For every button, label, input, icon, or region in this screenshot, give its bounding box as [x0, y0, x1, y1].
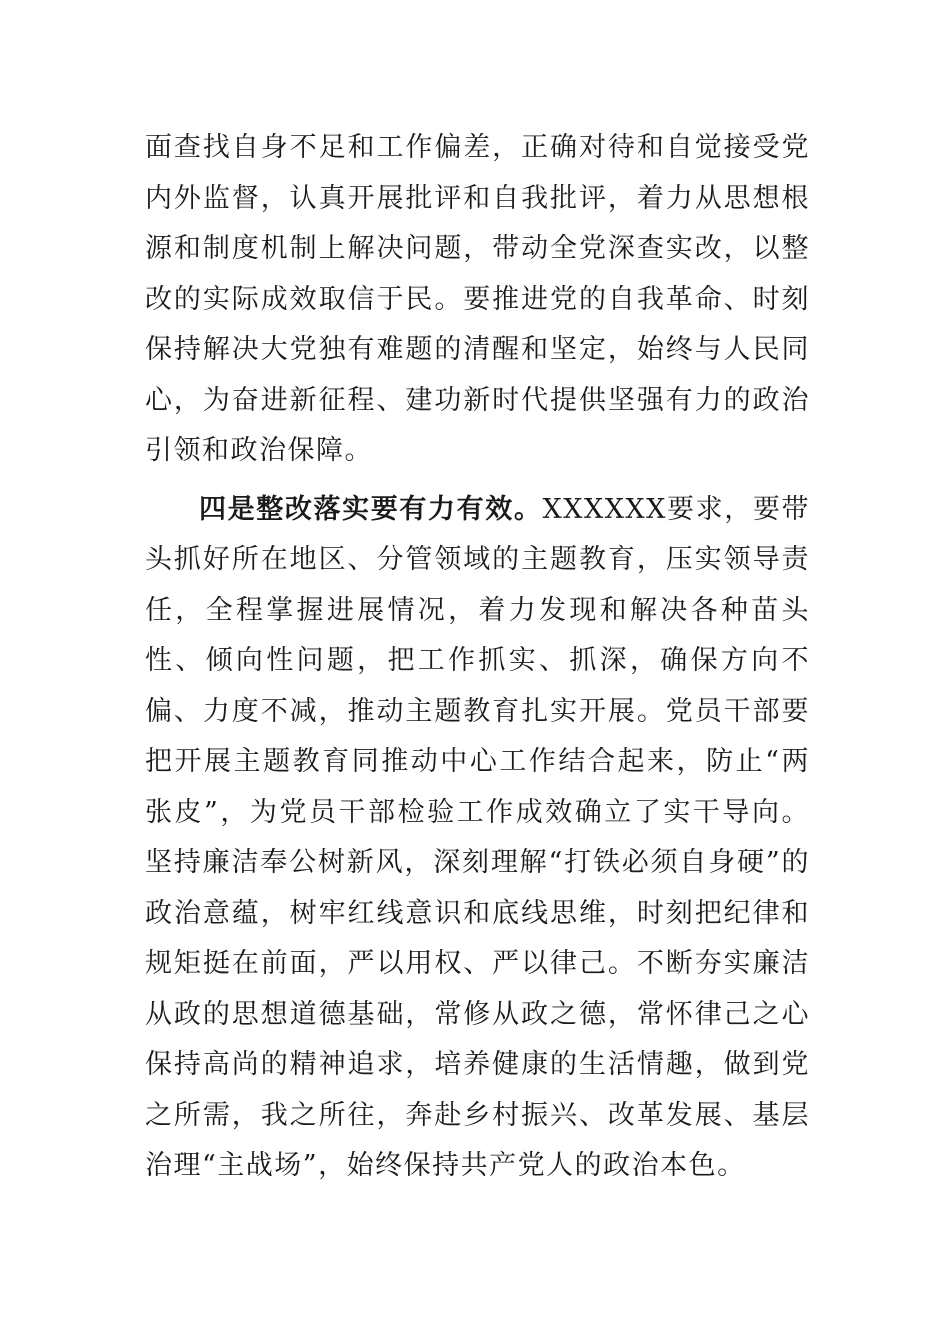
paragraph-2-text: XXXXXX要求，要带头抓好所在地区、分管领域的主题教育，压实领导责任，全程掌握进展情况，着力发现和解决各种苗头性、倾向性问题，把工作抓实、抓深，确保方向不偏、力度不减，推动主题教育扎实开展。党员干部要把开展主题教育同推动中心工作结合起来，防止“两张皮”，为党员干部检验工作成效确立了实干导向。坚持廉洁奉公树新风，深刻理解“打铁必须自身硬”的政治意蕴，树牢红线意识和底线思维，时刻把纪律和规矩挺在前面，严以用权、严以律己。不断夯实廉洁从政的思想道德基础，常修从政之德，常怀律己之心保持高尚的精神追求，培养健康的生活情趣，做到党之所需，我之所往，奔赴乡村振兴、改革发展、基层治理“主战场”，始终保持共产党人的政治本色。 [145, 493, 810, 1181]
paragraph-1-text: 面查找自身不足和工作偏差，正确对待和自觉接受党内外监督，认真开展批评和自我批评，着力从思想根源和制度机制上解决问题，带动全党深查实改，以整改的实际成效取信于民。要推进党的自我革命、时刻保持解决大党独有难题的清醒和坚定，始终与人民同心，为奋进新征程、建功新时代提供坚强有力的政治引领和政治保障。 [145, 132, 810, 466]
document-body [145, 123, 810, 1192]
paragraph-2 [145, 485, 810, 1192]
paragraph-2-lead: 四是整改落实要有力有效。 [199, 493, 543, 525]
paragraph-1 [145, 123, 810, 477]
